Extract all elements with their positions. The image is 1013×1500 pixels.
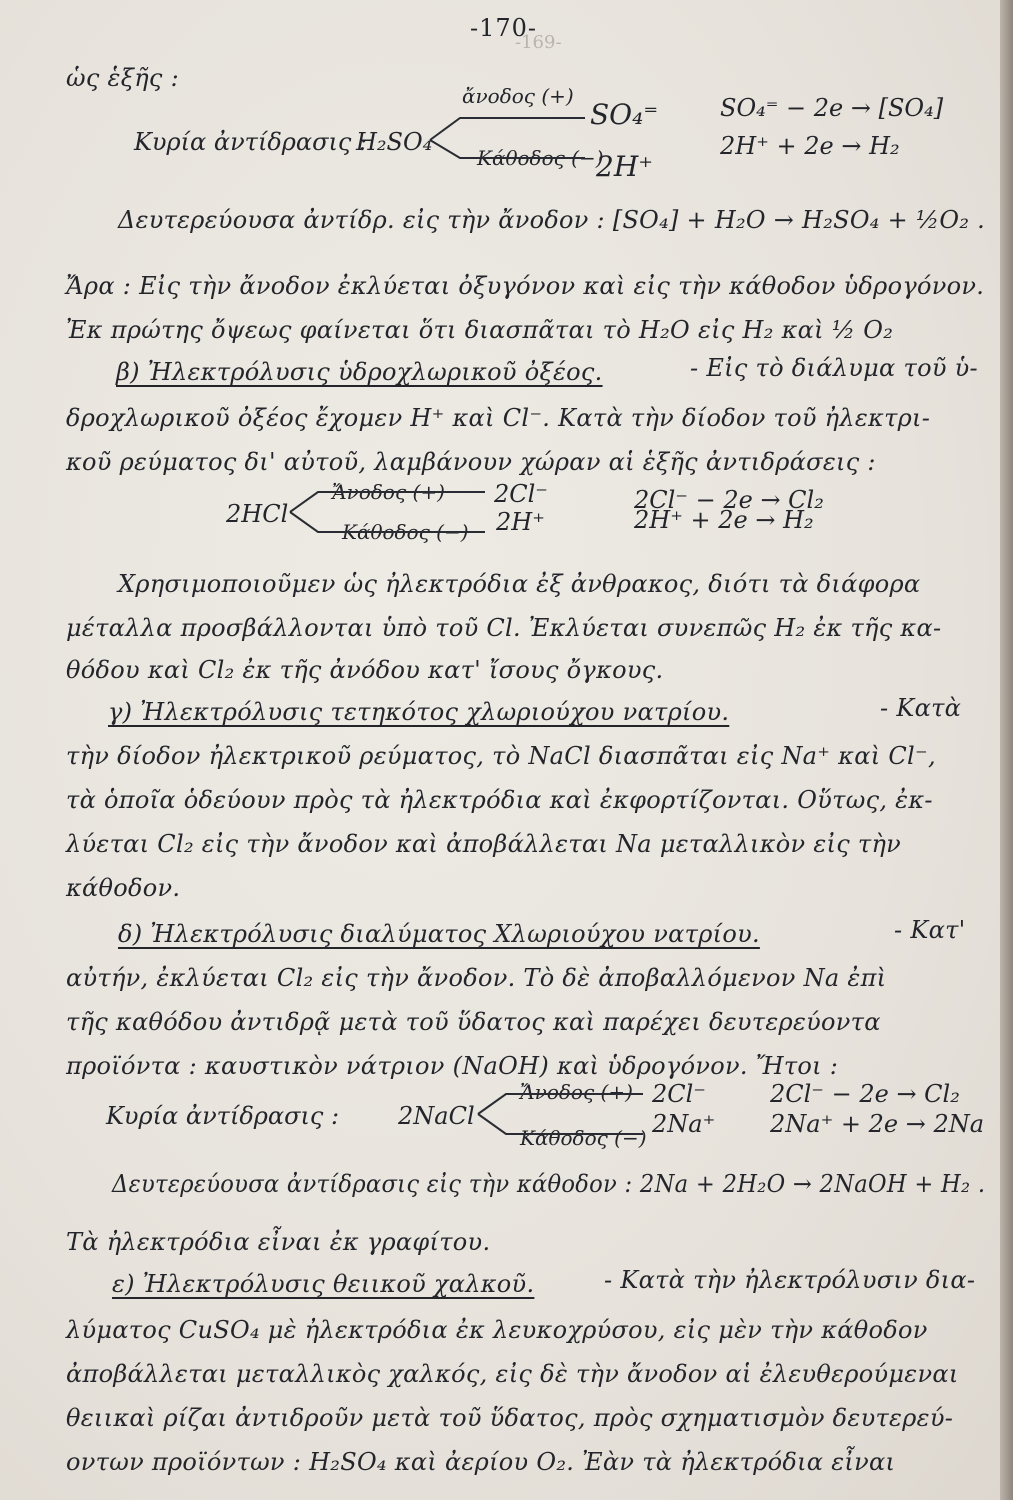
- anode-label: Ἄνοδος (+): [520, 1080, 633, 1104]
- section-e-heading: ε) Ἠλεκτρόλυσις θειικοῦ χαλκοῦ.: [112, 1270, 535, 1298]
- paragraph-line: θόδου καὶ Cl₂ ἐκ τῆς ἀνόδου κατ' ἴσους ὄγκους.: [66, 656, 664, 684]
- paragraph-line: τὰ ὁποῖα ὁδεύουν πρὸς τὰ ἠλεκτρόδια καὶ ἐκφορτίζονται. Οὕτως, ἐκ-: [66, 786, 933, 814]
- paragraph-line: αὐτήν, ἐκλύεται Cl₂ εἰς τὴν ἄνοδον. Τὸ δὲ ἀποβαλλόμενον Na ἐπὶ: [66, 964, 887, 992]
- anode-half-reaction: SO₄⁼ − 2e → [SO₄]: [720, 94, 944, 122]
- branch-arrow-icon: [430, 110, 590, 170]
- paragraph-line: δροχλωρικοῦ ὀξέος ἔχομεν H⁺ καὶ Cl⁻. Κατὰ τὴν δίοδον τοῦ ἠλεκτρι-: [66, 404, 931, 432]
- reaction-label: Κυρία ἀντίδρασις :: [134, 128, 368, 156]
- section-c-heading: γ) Ἠλεκτρόλυσις τετηκότος χλωριούχου νατρίου.: [108, 698, 730, 726]
- section-d-lead: - Κατ': [894, 916, 966, 944]
- paragraph-line: τῆς καθόδου ἀντιδρᾷ μετὰ τοῦ ὕδατος καὶ παρέχει δευτερεύοντα: [66, 1008, 881, 1036]
- cathode-label: Κάθοδος (−): [520, 1126, 647, 1150]
- anode-label: Ἄνοδος (+): [332, 480, 445, 504]
- section-d-heading: δ) Ἠλεκτρόλυσις διαλύματος Χλωριούχου νατρίου.: [118, 920, 760, 948]
- anode-product: SO₄⁼: [590, 98, 659, 131]
- section-b-lead: - Εἰς τὸ διάλυμα τοῦ ὑ-: [690, 354, 978, 382]
- paragraph-line: οντων προϊόντων : H₂SO₄ καὶ ἀερίου O₂. Ἐὰν τὰ ἠλεκτρόδια εἶναι: [66, 1448, 896, 1476]
- paragraph-line: λύεται Cl₂ εἰς τὴν ἄνοδον καὶ ἀποβάλλεται Na μεταλλικὸν εἰς τὴν: [66, 830, 902, 858]
- cathode-half-reaction: 2H⁺ + 2e → H₂: [720, 132, 900, 160]
- anode-product: 2Cl⁻: [652, 1080, 706, 1108]
- branch-arrow-icon: [478, 1086, 648, 1146]
- paragraph-line: θειικαὶ ρίζαι ἀντιδροῦν μετὰ τοῦ ὕδατος, πρὸς σχηματισμὸν δευτερεύ-: [66, 1404, 954, 1432]
- section-c-lead: - Κατὰ: [880, 694, 962, 722]
- cathode-half-reaction: 2H⁺ + 2e → H₂: [634, 506, 814, 534]
- paragraph-line: κάθοδον.: [66, 874, 181, 902]
- note-line: Τὰ ἠλεκτρόδια εἶναι ἐκ γραφίτου.: [66, 1228, 491, 1256]
- paragraph-line: κοῦ ρεύματος δι' αὐτοῦ, λαμβάνουν χώραν αἱ ἑξῆς ἀντιδράσεις :: [66, 448, 876, 476]
- paragraph-line: προϊόντα : καυστικὸν νάτριον (NaOH) καὶ ὑδρογόνον. Ἤτοι :: [66, 1052, 839, 1080]
- branch-arrow-icon: [290, 484, 490, 544]
- cathode-product: 2H⁺: [496, 508, 545, 536]
- paragraph-line: Χρησιμοποιοῦμεν ὡς ἠλεκτρόδια ἐξ ἀνθρακος, διότι τὰ διάφορα: [118, 570, 921, 598]
- paragraph-line: Ἄρα : Εἰς τὴν ἄνοδον ἐκλύεται ὀξυγόνον καὶ εἰς τὴν κάθοδον ὑδρογόνον.: [66, 272, 985, 300]
- cathode-label: Κάθοδος (−): [477, 146, 604, 170]
- anode-product: 2Cl⁻: [494, 480, 548, 508]
- paragraph-line: ἀποβάλλεται μεταλλικὸς χαλκός, εἰς δὲ τὴν ἄνοδον αἱ ἐλευθερούμεναι: [66, 1360, 959, 1388]
- reactant: 2NaCl: [398, 1102, 475, 1130]
- page-number: -170-: [470, 14, 538, 42]
- reaction-label: Κυρία ἀντίδρασις :: [106, 1102, 340, 1130]
- cathode-product: 2Na⁺: [652, 1110, 716, 1138]
- cathode-product: 2H⁺: [596, 150, 654, 183]
- page-edge: [1000, 0, 1013, 1500]
- reactant: 2HCl: [226, 500, 289, 528]
- show-through-page-number: -169-: [515, 32, 562, 53]
- intro-text: ὡς ἑξῆς :: [66, 64, 179, 92]
- section-e-lead: - Κατὰ τὴν ἠλεκτρόλυσιν δια-: [604, 1266, 976, 1294]
- cathode-label: Κάθοδος (−): [342, 520, 469, 544]
- section-b-heading: β) Ἠλεκτρόλυσις ὑδροχλωρικοῦ ὀξέος.: [116, 358, 603, 386]
- secondary-reaction-2: Δευτερεύουσα ἀντίδρασις εἰς τὴν κάθοδον : 2Na + 2H₂O → 2NaOH + H₂ .: [112, 1170, 986, 1198]
- anode-half-reaction: 2Cl⁻ − 2e → Cl₂: [634, 486, 824, 514]
- paragraph-line: μέταλλα προσβάλλονται ὑπὸ τοῦ Cl. Ἐκλύεται συνεπῶς H₂ ἐκ τῆς κα-: [66, 614, 942, 642]
- anode-label: ἄνοδος (+): [462, 84, 574, 108]
- secondary-reaction-1: Δευτερεύουσα ἀντίδρ. εἰς τὴν ἄνοδον : [SO₄] + H₂O → H₂SO₄ + ½O₂ .: [118, 206, 986, 234]
- anode-half-reaction: 2Cl⁻ − 2e → Cl₂: [770, 1080, 960, 1108]
- paragraph-line: λύματος CuSO₄ μὲ ἠλεκτρόδια ἐκ λευκοχρύσου, εἰς μὲν τὴν κάθοδον: [66, 1316, 928, 1344]
- paragraph-line: Ἐκ πρώτης ὄψεως φαίνεται ὅτι διασπᾶται τὸ H₂O εἰς H₂ καὶ ½ O₂: [66, 316, 894, 344]
- paragraph-line: τὴν δίοδον ἠλεκτρικοῦ ρεύματος, τὸ NaCl διασπᾶται εἰς Na⁺ καὶ Cl⁻,: [66, 742, 936, 770]
- cathode-half-reaction: 2Na⁺ + 2e → 2Na: [770, 1110, 985, 1138]
- reactant: H₂SO₄: [356, 128, 433, 156]
